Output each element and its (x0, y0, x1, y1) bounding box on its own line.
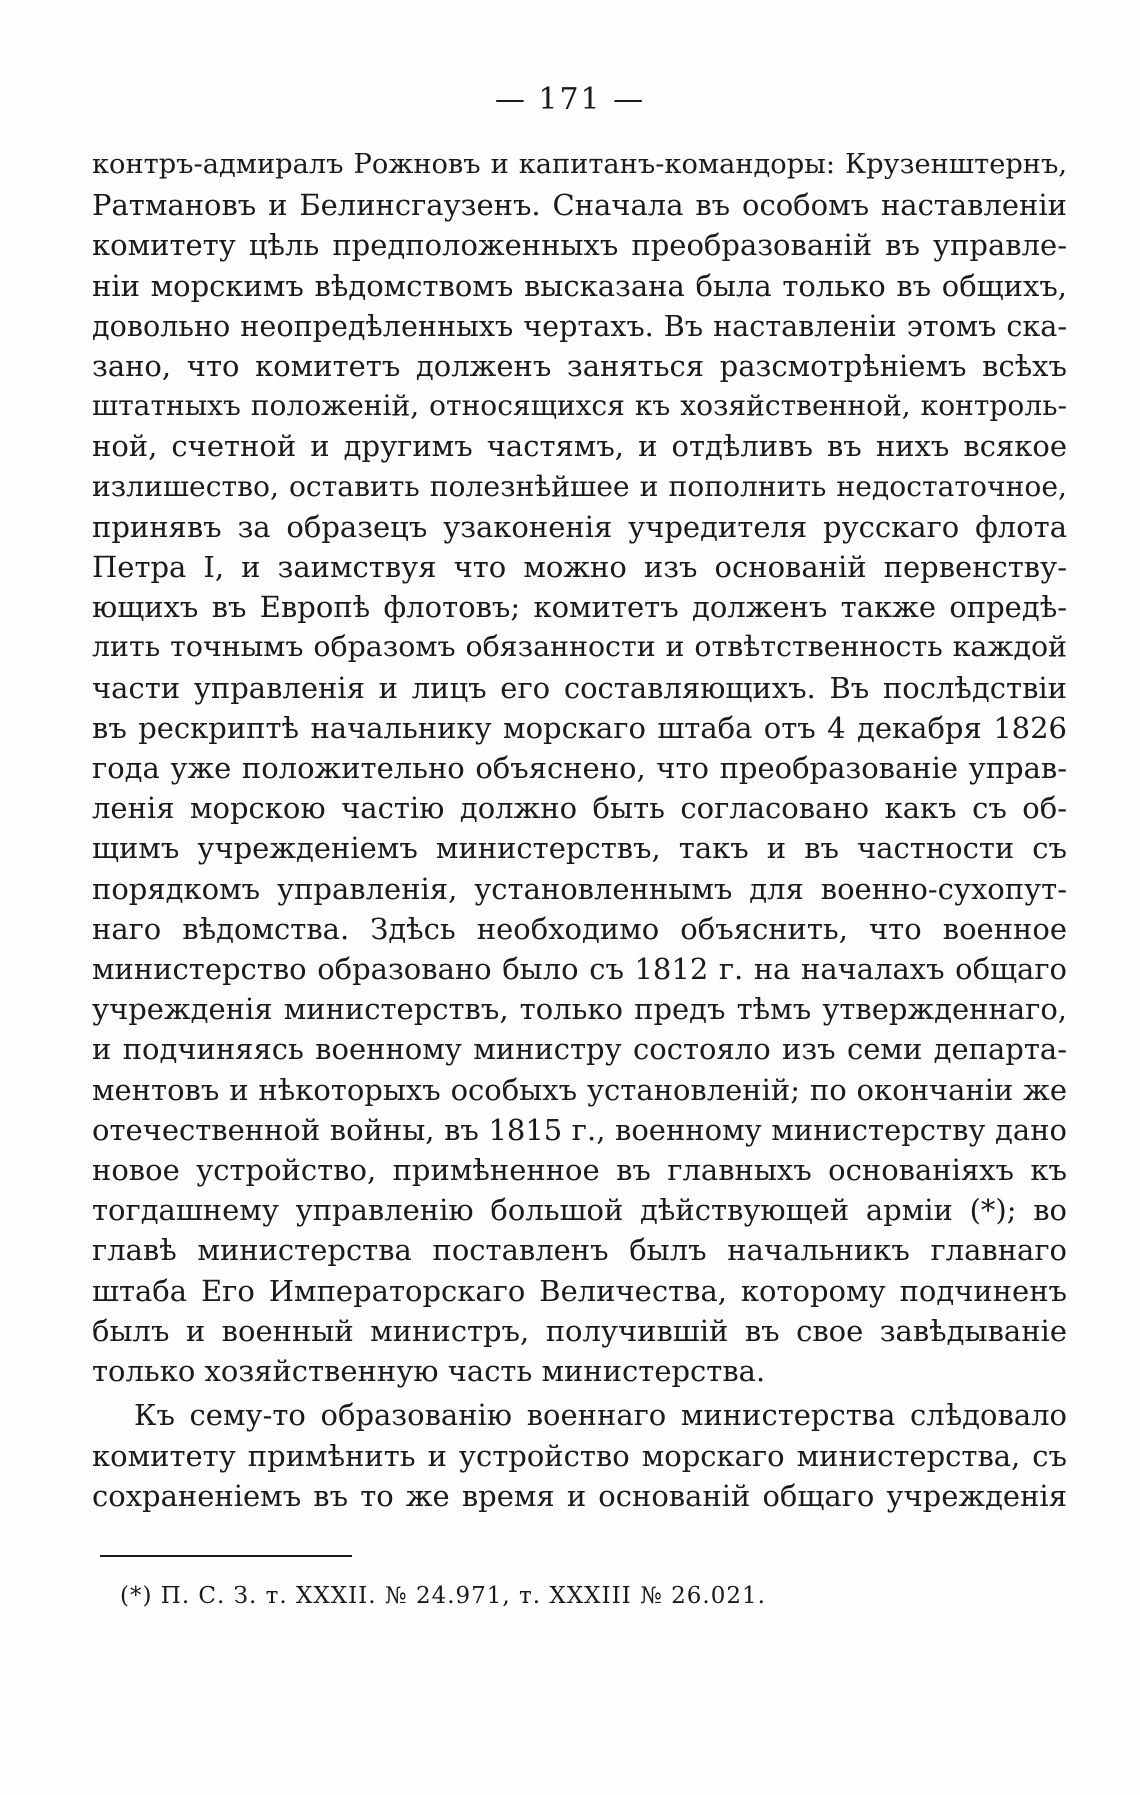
text-line: только хозяйственную часть министерства. (92, 1354, 766, 1389)
paragraph-2 (92, 1395, 1067, 1516)
text-line: комитету цѣль предположенныхъ преобразованій въ управле- (92, 228, 1067, 263)
text-line: ющихъ въ Европѣ флотовъ; комитетъ долженъ также опредѣ- (92, 590, 1067, 625)
text-line: зано, что комитетъ долженъ заняться разсмотрѣніемъ всѣхъ (92, 349, 1067, 384)
text-line: въ рескриптѣ начальнику морскаго штаба отъ 4 декабря 1826 (92, 710, 1067, 745)
text-line: штатныхъ положеній, относящихся къ хозяйственной, контроль- (92, 389, 1067, 423)
text-line: Къ сему-то образованію военнаго министерства слѣдовало (134, 1398, 1067, 1433)
text-line: лить точнымъ образомъ обязанности и отвѣтственность каждой (92, 630, 1067, 664)
text-line: штаба Его Императорскаго Величества, которому подчиненъ (92, 1273, 1067, 1308)
text-line: сохраненіемъ въ то же время и основаній общаго учрежденія (92, 1478, 1067, 1513)
text-line: министерство образовано было съ 1812 г. на началахъ общаго (92, 952, 1067, 987)
page-number: — 171 — (494, 82, 646, 117)
text-line: наго вѣдомства. Здѣсь необходимо объяснить, что военное (92, 911, 1067, 946)
text-line: комитету примѣнить и устройство морскаго министерства, съ (92, 1438, 1067, 1473)
text-line: новое устройство, примѣненное въ главныхъ основаніяхъ къ (92, 1153, 1067, 1188)
text-line: контръ-адмиралъ Рожновъ и капитанъ-командоры: Крузенштернъ, (92, 149, 1067, 180)
paragraph-1 (92, 145, 1067, 1391)
text-line: ментовъ и нѣкоторыхъ особыхъ установленій; по окончаніи же (92, 1072, 1067, 1107)
text-line: ленія морскою частію должно быть согласовано какъ съ об- (92, 791, 1067, 826)
text-line: былъ и военный министръ, получившій въ свое завѣдываніе (92, 1313, 1067, 1348)
text-line: принявъ за образецъ узаконенія учредителя русскаго флота (92, 509, 1067, 544)
text-line: главѣ министерства поставленъ былъ начальникъ главнаго (92, 1233, 1067, 1268)
text-line: излишество, оставить полезнѣйшее и пополнить недостаточное, (92, 469, 1067, 503)
footnote: (*) П. С. З. т. XXXII. № 24.971, т. XXXIII № 26.021. (120, 1583, 766, 1609)
text-line: довольно неопредѣленныхъ чертахъ. Въ наставленіи этомъ ска- (92, 308, 1067, 343)
text-line: порядкомъ управленія, установленнымъ для военно-сухопут- (92, 871, 1067, 906)
text-line: части управленія и лицъ его составляющихъ. Въ послѣдствіи (92, 670, 1067, 705)
text-line: Петра I, и заимствуя что можно изъ основаній первенству- (92, 550, 1067, 585)
body-text (92, 145, 1067, 1516)
text-line: года уже положительно объяснено, что преобразованіе управ- (92, 751, 1067, 786)
text-line: ніи морскимъ вѣдомствомъ высказана была только въ общихъ, (92, 268, 1067, 303)
text-line: щимъ учрежденіемъ министерствъ, такъ и въ частности съ (92, 831, 1067, 866)
text-line: тогдашнему управленію большой дѣйствующей арміи (*); во (92, 1193, 1067, 1228)
text-line: и подчиняясь военному министру состояло изъ семи департа- (92, 1032, 1067, 1067)
footnote-divider (100, 1555, 352, 1557)
text-line: учрежденія министерствъ, только предъ тѣмъ утвержденнаго, (92, 992, 1067, 1027)
text-line: ной, счетной и другимъ частямъ, и отдѣливъ въ нихъ всякое (92, 429, 1067, 464)
text-line: отечественной войны, въ 1815 г., военному министерству дано (92, 1112, 1067, 1147)
text-line: Ратмановъ и Белинсгаузенъ. Сначала въ особомъ наставленіи (92, 188, 1067, 223)
